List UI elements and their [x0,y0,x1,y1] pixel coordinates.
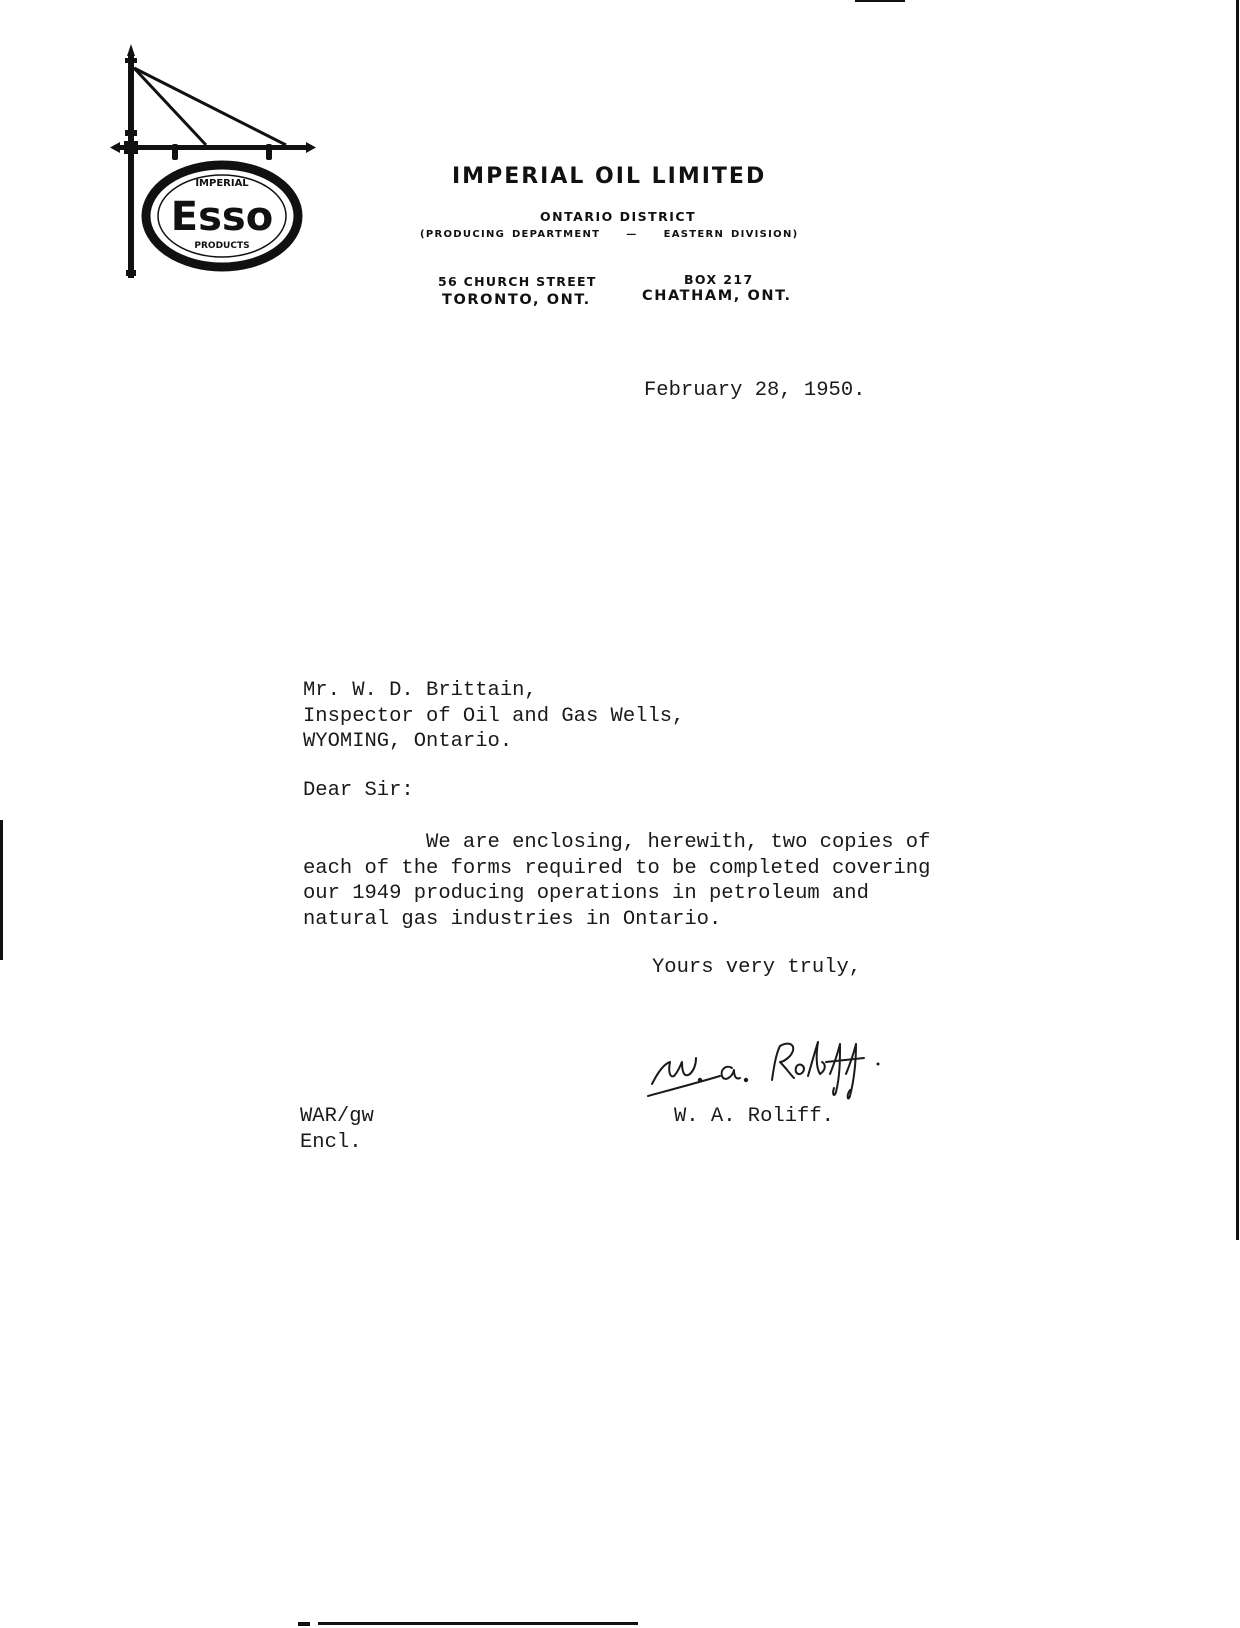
department-dash: — [626,229,638,240]
company-name: IMPERIAL OIL LIMITED [452,164,767,189]
scan-mark-top [855,0,905,2]
department-label: (PRODUCING DEPARTMENT [420,229,601,240]
esso-sign-logo [108,44,328,294]
letter-date: February 28, 1950. [644,379,866,402]
scan-mark-bottom-short [298,1622,310,1626]
closing: Yours very truly, [652,956,862,979]
district-name: ONTARIO DISTRICT [540,209,697,224]
handwritten-signature [640,1032,910,1104]
department-line [420,229,799,240]
reference-initials: WAR/gw Encl. [300,1105,374,1154]
division-label: EASTERN DIVISION) [663,229,799,240]
chatham-city: CHATHAM, ONT. [642,288,792,304]
logo-top-text: IMPERIAL [195,178,249,189]
logo-bottom-text: PRODUCTS [194,241,250,251]
letter-body: We are enclosing, herewith, two copies of each of the forms required to be completed covering our 1949 producing operations in petroleum and natural gas industries in Ontario. [303,831,931,931]
addressee-block: Mr. W. D. Brittain, Inspector of Oil and Gas Wells, WYOMING, Ontario. [303,679,685,753]
scan-mark-right [1236,0,1239,1240]
toronto-city: TORONTO, ONT. [442,292,591,308]
scan-mark-left [0,820,3,960]
signer-name: W. A. Roliff. [674,1105,834,1128]
salutation: Dear Sir: [303,779,414,802]
chatham-box: BOX 217 [684,272,754,287]
toronto-street: 56 CHURCH STREET [438,274,597,289]
logo-brand-text: Esso [170,194,274,240]
scan-mark-bottom-long [318,1622,638,1625]
